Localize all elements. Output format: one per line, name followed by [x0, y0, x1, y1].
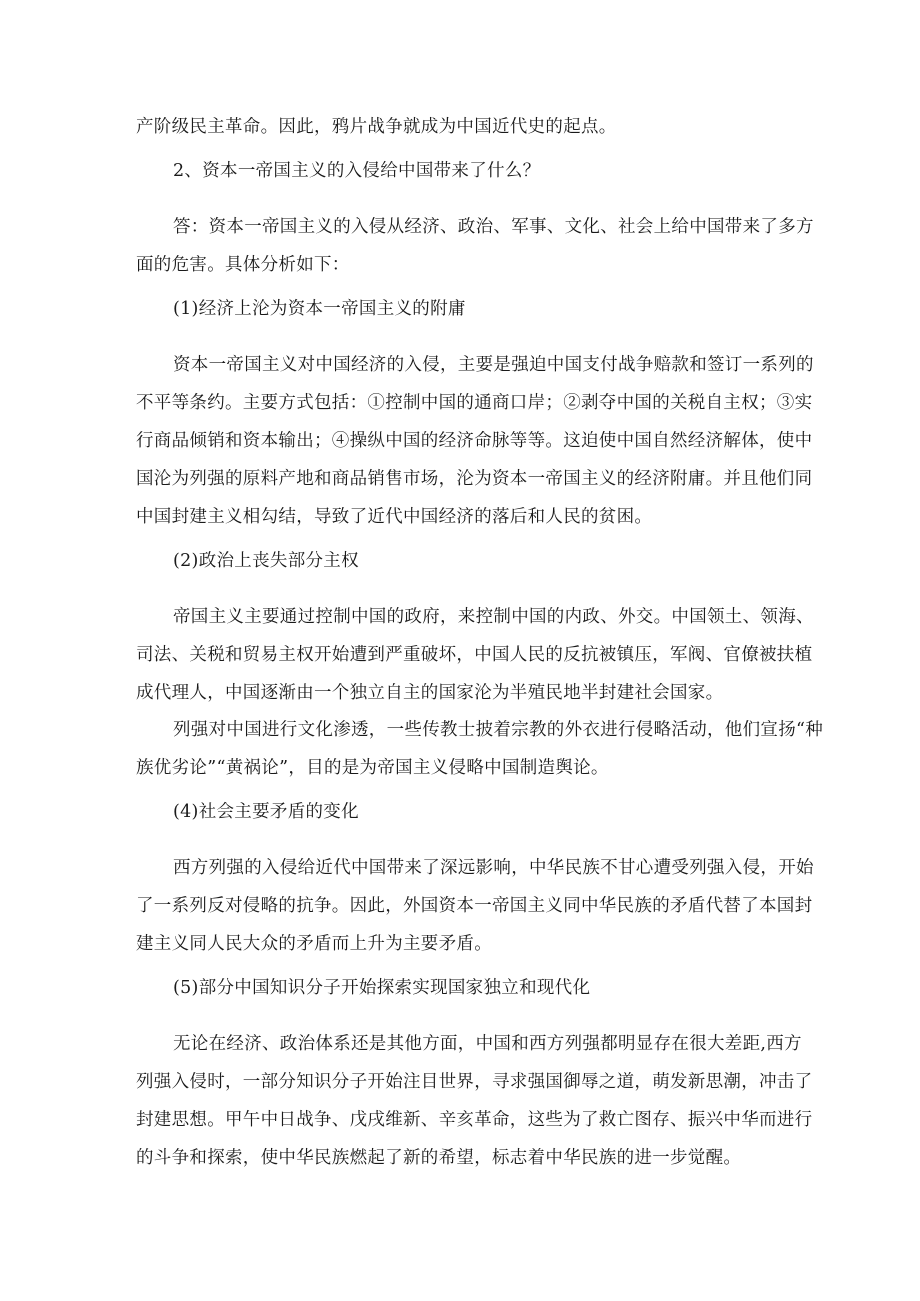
- section-heading: (5)部分中国知识分子开始探索实现国家独立和现代化: [173, 978, 591, 998]
- section-heading: (1)经济上沦为资本一帝国主义的附庸: [173, 299, 466, 319]
- section-heading: (2)政治上丧失部分主权: [173, 551, 359, 571]
- paragraph-line: 封建思想。甲午中日战争、戊戌维新、辛亥革命，这些为了救亡图存、振兴中华而进行: [136, 1110, 813, 1130]
- paragraph-line: 不平等条约。主要方式包括：①控制中国的通商口岸；②剥夺中国的关税自主权；③实: [136, 393, 813, 413]
- paragraph-line: 列强对中国进行文化渗透，一些传教士披着宗教的外衣进行侵略活动，他们宣扬“种: [173, 720, 824, 740]
- paragraph-line: 无论在经济、政治体系还是其他方面，中国和西方列强都明显存在很大差距,西方: [173, 1034, 802, 1054]
- answer-line: 答：资本一帝国主义的入侵从经济、政治、军事、文化、社会上给中国带来了多方: [173, 217, 814, 237]
- paragraph-line: 资本一帝国主义对中国经济的入侵，主要是强迫中国支付战争赔款和签订一系列的: [173, 355, 814, 375]
- paragraph-line: 行商品倾销和资本输出；④操纵中国的经济命脉等等。这迫使中国自然经济解体，使中: [136, 431, 813, 451]
- paragraph-line: 的斗争和探索，使中华民族燃起了新的希望，标志着中华民族的进一步觉醒。: [136, 1148, 742, 1168]
- paragraph-line: 帝国主义主要通过控制中国的政府，来控制中国的内政、外交。中国领土、领海、: [173, 607, 814, 627]
- paragraph-line: 国沦为列强的原料产地和商品销售市场，沦为资本一帝国主义的经济附庸。并且他们同: [136, 469, 813, 489]
- question-heading: 2、资本一帝国主义的入侵给中国带来了什么？: [173, 161, 541, 181]
- paragraph-line: 司法、关税和贸易主权开始遭到严重破坏，中国人民的反抗被镇压，军阀、官僚被扶植: [136, 645, 813, 665]
- paragraph-line: 族优劣论”“黄祸论”，目的是为帝国主义侵略中国制造舆论。: [136, 758, 609, 778]
- paragraph-line: 西方列强的入侵给近代中国带来了深远影响，中华民族不甘心遭受列强入侵，开始: [173, 858, 814, 878]
- paragraph-line: 成代理人，中国逐渐由一个独立自主的国家沦为半殖民地半封建社会国家。: [136, 683, 724, 703]
- paragraph-line: 了一系列反对侵略的抗争。因此，外国资本一帝国主义同中华民族的矛盾代替了本国封: [136, 896, 813, 916]
- answer-line: 面的危害。具体分析如下：: [136, 255, 350, 275]
- paragraph-line: 中国封建主义相勾结，导致了近代中国经济的落后和人民的贫困。: [136, 507, 653, 527]
- paragraph-line: 产阶级民主革命。因此，鸦片战争就成为中国近代史的起点。: [136, 117, 617, 137]
- section-heading: (4)社会主要矛盾的变化: [173, 802, 359, 822]
- paragraph-line: 列强入侵时，一部分知识分子开始注目世界，寻求强国御辱之道，萌发新思潮，冲击了: [136, 1072, 813, 1092]
- paragraph-line: 建主义同人民大众的矛盾而上升为主要矛盾。: [136, 934, 492, 954]
